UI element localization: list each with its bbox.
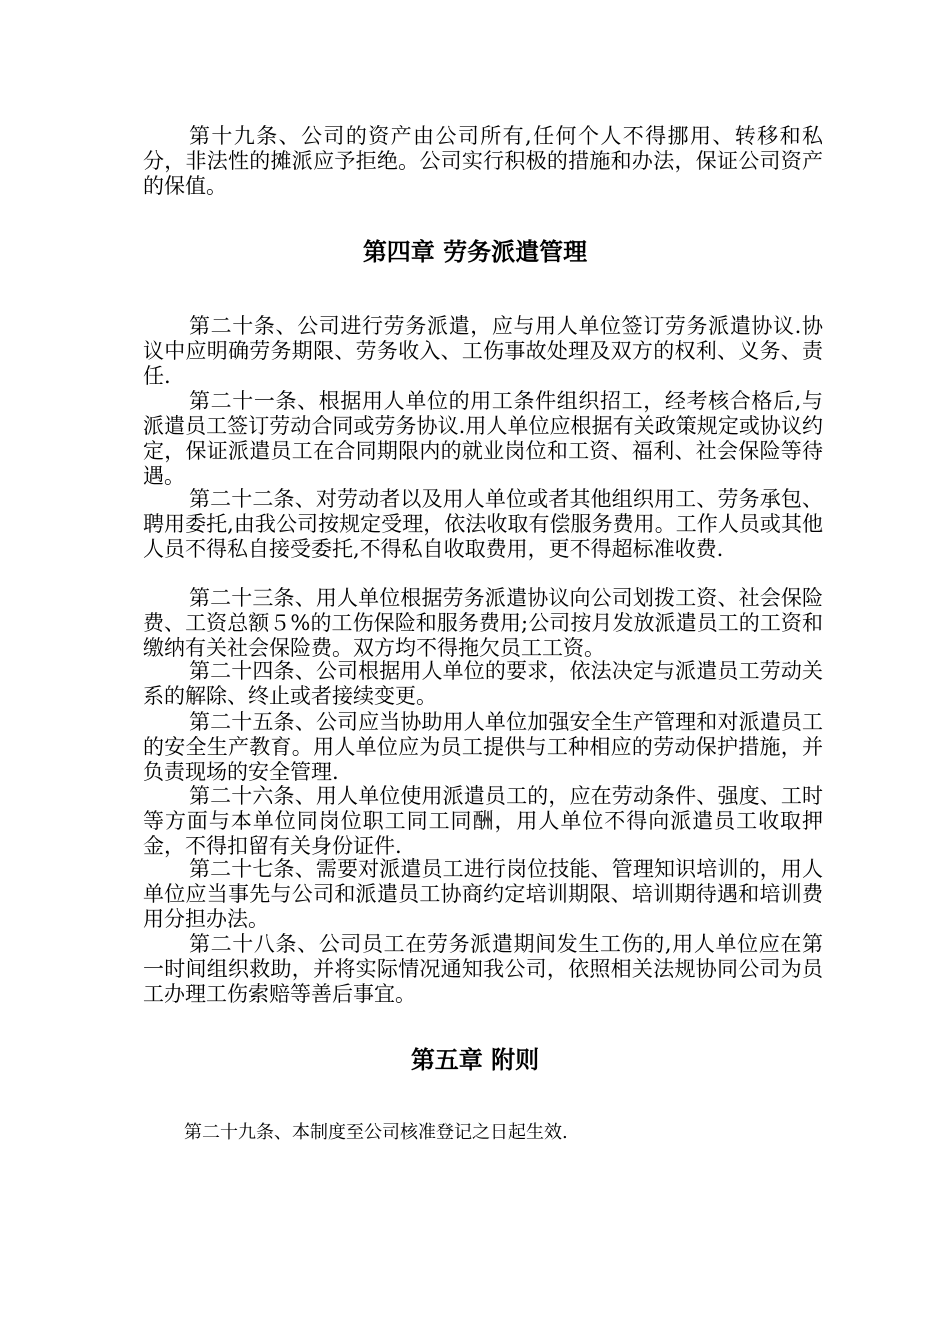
article-19: 第十九条、公司的资产由公司所有,任何个人不得挪用、转移和私分，非法性的摊派应予拒绝。公司实行积极的措施和办法，保证公司资产的保值。 (143, 124, 823, 198)
chapter-4-title: 第四章 劳务派遣管理 (362, 238, 588, 266)
article-24: 第二十四条、公司根据用人单位的要求，依法决定与派遣员工劳动关系的解除、终止或者接续变更。 (143, 659, 823, 708)
article-26: 第二十六条、用人单位使用派遣员工的，应在劳动条件、强度、工时等方面与本单位同岗位职工同工同酬，用人单位不得向派遣员工收取押金，不得扣留有关身份证件. (143, 784, 823, 858)
article-29: 第二十九条、本制度至公司核准登记之日起生效. (184, 1122, 568, 1143)
article-23: 第二十三条、用人单位根据劳务派遣协议向公司划拨工资、社会保险费、工资总额５%的工伤保险和服务费用;公司按月发放派遣员工的工资和缴纳有关社会保险费。双方均不得拖欠员工工资。 (143, 586, 823, 660)
article-22: 第二十二条、对劳动者以及用人单位或者其他组织用工、劳务承包、聘用委托,由我公司按规定受理，依法收取有偿服务费用。工作人员或其他人员不得私自接受委托,不得私自收取费用，更不得超标准收费. (143, 487, 823, 561)
article-25: 第二十五条、公司应当协助用人单位加强安全生产管理和对派遣员工的安全生产教育。用人单位应为员工提供与工种相应的劳动保护措施，并负责现场的安全管理. (143, 710, 823, 784)
chapter-5-title: 第五章 附则 (410, 1046, 540, 1074)
article-27: 第二十七条、需要对派遣员工进行岗位技能、管理知识培训的，用人单位应当事先与公司和派遣员工协商约定培训期限、培训期待遇和培训费用分担办法。 (143, 857, 823, 931)
article-20: 第二十条、公司进行劳务派遣，应与用人单位签订劳务派遣协议.协议中应明确劳务期限、劳务收入、工伤事故处理及双方的权利、义务、责任. (143, 314, 823, 388)
article-28: 第二十八条、公司员工在劳务派遣期间发生工伤的,用人单位应在第一时间组织救助，并将实际情况通知我公司，依照相关法规协同公司为员工办理工伤索赔等善后事宜。 (143, 932, 823, 1006)
article-21: 第二十一条、根据用人单位的用工条件组织招工，经考核合格后,与派遣员工签订劳动合同或劳务协议.用人单位应根据有关政策规定或协议约定，保证派遣员工在合同期限内的就业岗位和工资、福利、社会保险等待遇。 (143, 389, 823, 488)
